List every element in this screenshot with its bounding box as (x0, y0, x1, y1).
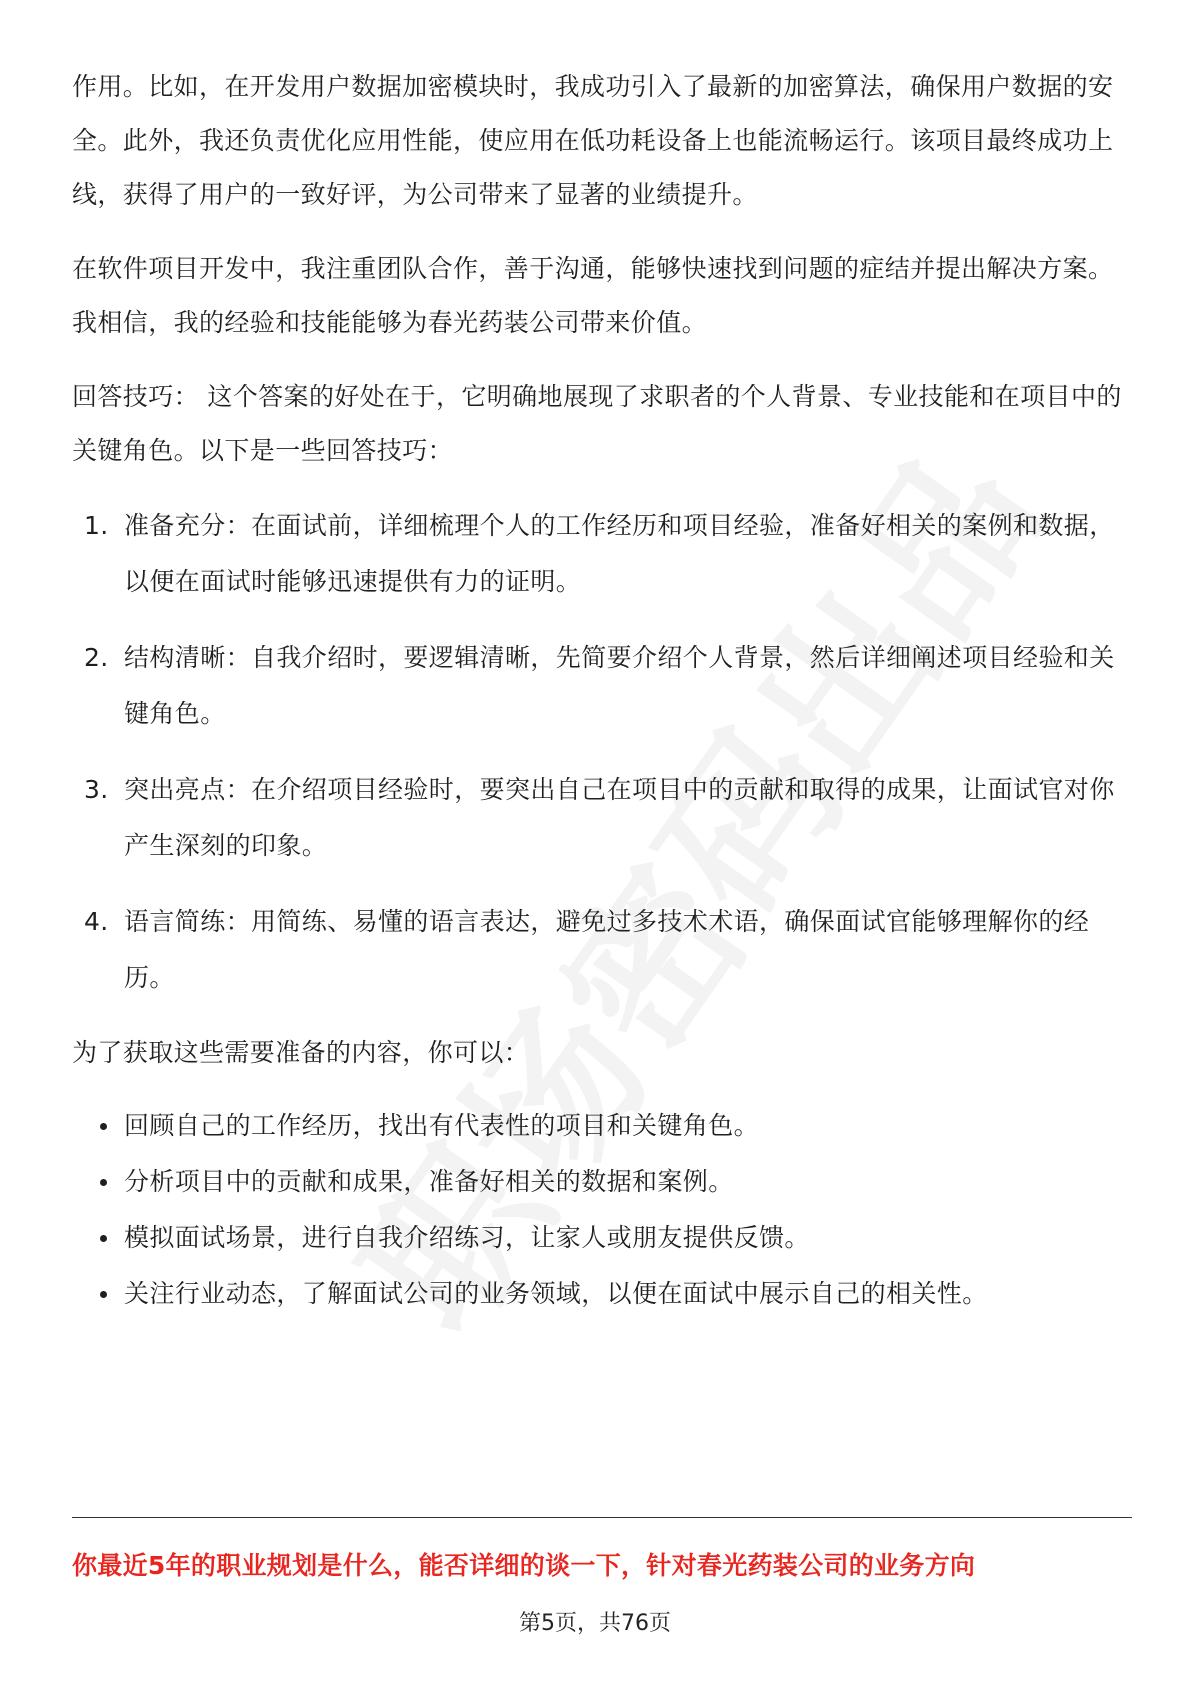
list-number: 2. (84, 643, 109, 672)
paragraph-preparation-intro: 为了获取这些需要准备的内容，你可以： (72, 1038, 530, 1067)
tips-list (72, 498, 1132, 1006)
list-item (72, 762, 1132, 874)
list-number: 4. (84, 907, 109, 936)
list-item (72, 498, 1132, 610)
bullet-item: 模拟面试场景，进行自我介绍练习，让家人或朋友提供反馈。 (72, 1210, 1132, 1266)
list-item-text: 语言简练：用简练、易懂的语言表达，避免过多技术术语，确保面试官能够理解你的经历。 (124, 907, 1090, 992)
list-item-text: 准备充分：在面试前，详细梳理个人的工作经历和项目经验，准备好相关的案例和数据，以便在面试时能够迅速提供有力的证明。 (124, 511, 1115, 596)
bullet-item: 回顾自己的工作经历，找出有代表性的项目和关键角色。 (72, 1098, 1132, 1154)
list-item-text: 突出亮点：在介绍项目经验时，要突出自己在项目中的贡献和取得的成果，让面试官对你产生深刻的印象。 (124, 775, 1115, 860)
page-number: 第5页，共76页 (519, 1611, 671, 1636)
bullet-item: 关注行业动态，了解面试公司的业务领域，以便在面试中展示自己的相关性。 (72, 1266, 1132, 1322)
paragraph-teamwork: 在软件项目开发中，我注重团队合作，善于沟通，能够快速找到问题的症结并提出解决方案。我相信，我的经验和技能能够为春光药装公司带来价值。 (72, 254, 1114, 337)
divider (72, 1517, 1132, 1518)
paragraph-project-result: 作用。比如，在开发用户数据加密模块时，我成功引入了最新的加密算法，确保用户数据的安全。此外，我还负责优化应用性能，使应用在低功耗设备上也能流畅运行。该项目最终成功上线，获得了用户的一致好评，为公司带来了显著的业绩提升。 (72, 72, 1114, 209)
page-content (72, 60, 1132, 1322)
list-number: 3. (84, 775, 109, 804)
bullet-list (72, 1098, 1132, 1322)
bullet-item: 分析项目中的贡献和成果，准备好相关的数据和案例。 (72, 1154, 1132, 1210)
list-number: 1. (84, 511, 109, 540)
next-question-heading: 你最近5年的职业规划是什么，能否详细的谈一下，针对春光药装公司的业务方向 (72, 1551, 976, 1580)
paragraph-answer-tips-intro: 回答技巧： 这个答案的好处在于，它明确地展现了求职者的个人背景、专业技能和在项目中的关键角色。以下是一些回答技巧： (72, 382, 1122, 465)
list-item (72, 630, 1132, 742)
list-item-text: 结构清晰：自我介绍时，要逻辑清晰，先简要介绍个人背景，然后详细阐述项目经验和关键角色。 (124, 643, 1115, 728)
list-item (72, 894, 1132, 1006)
